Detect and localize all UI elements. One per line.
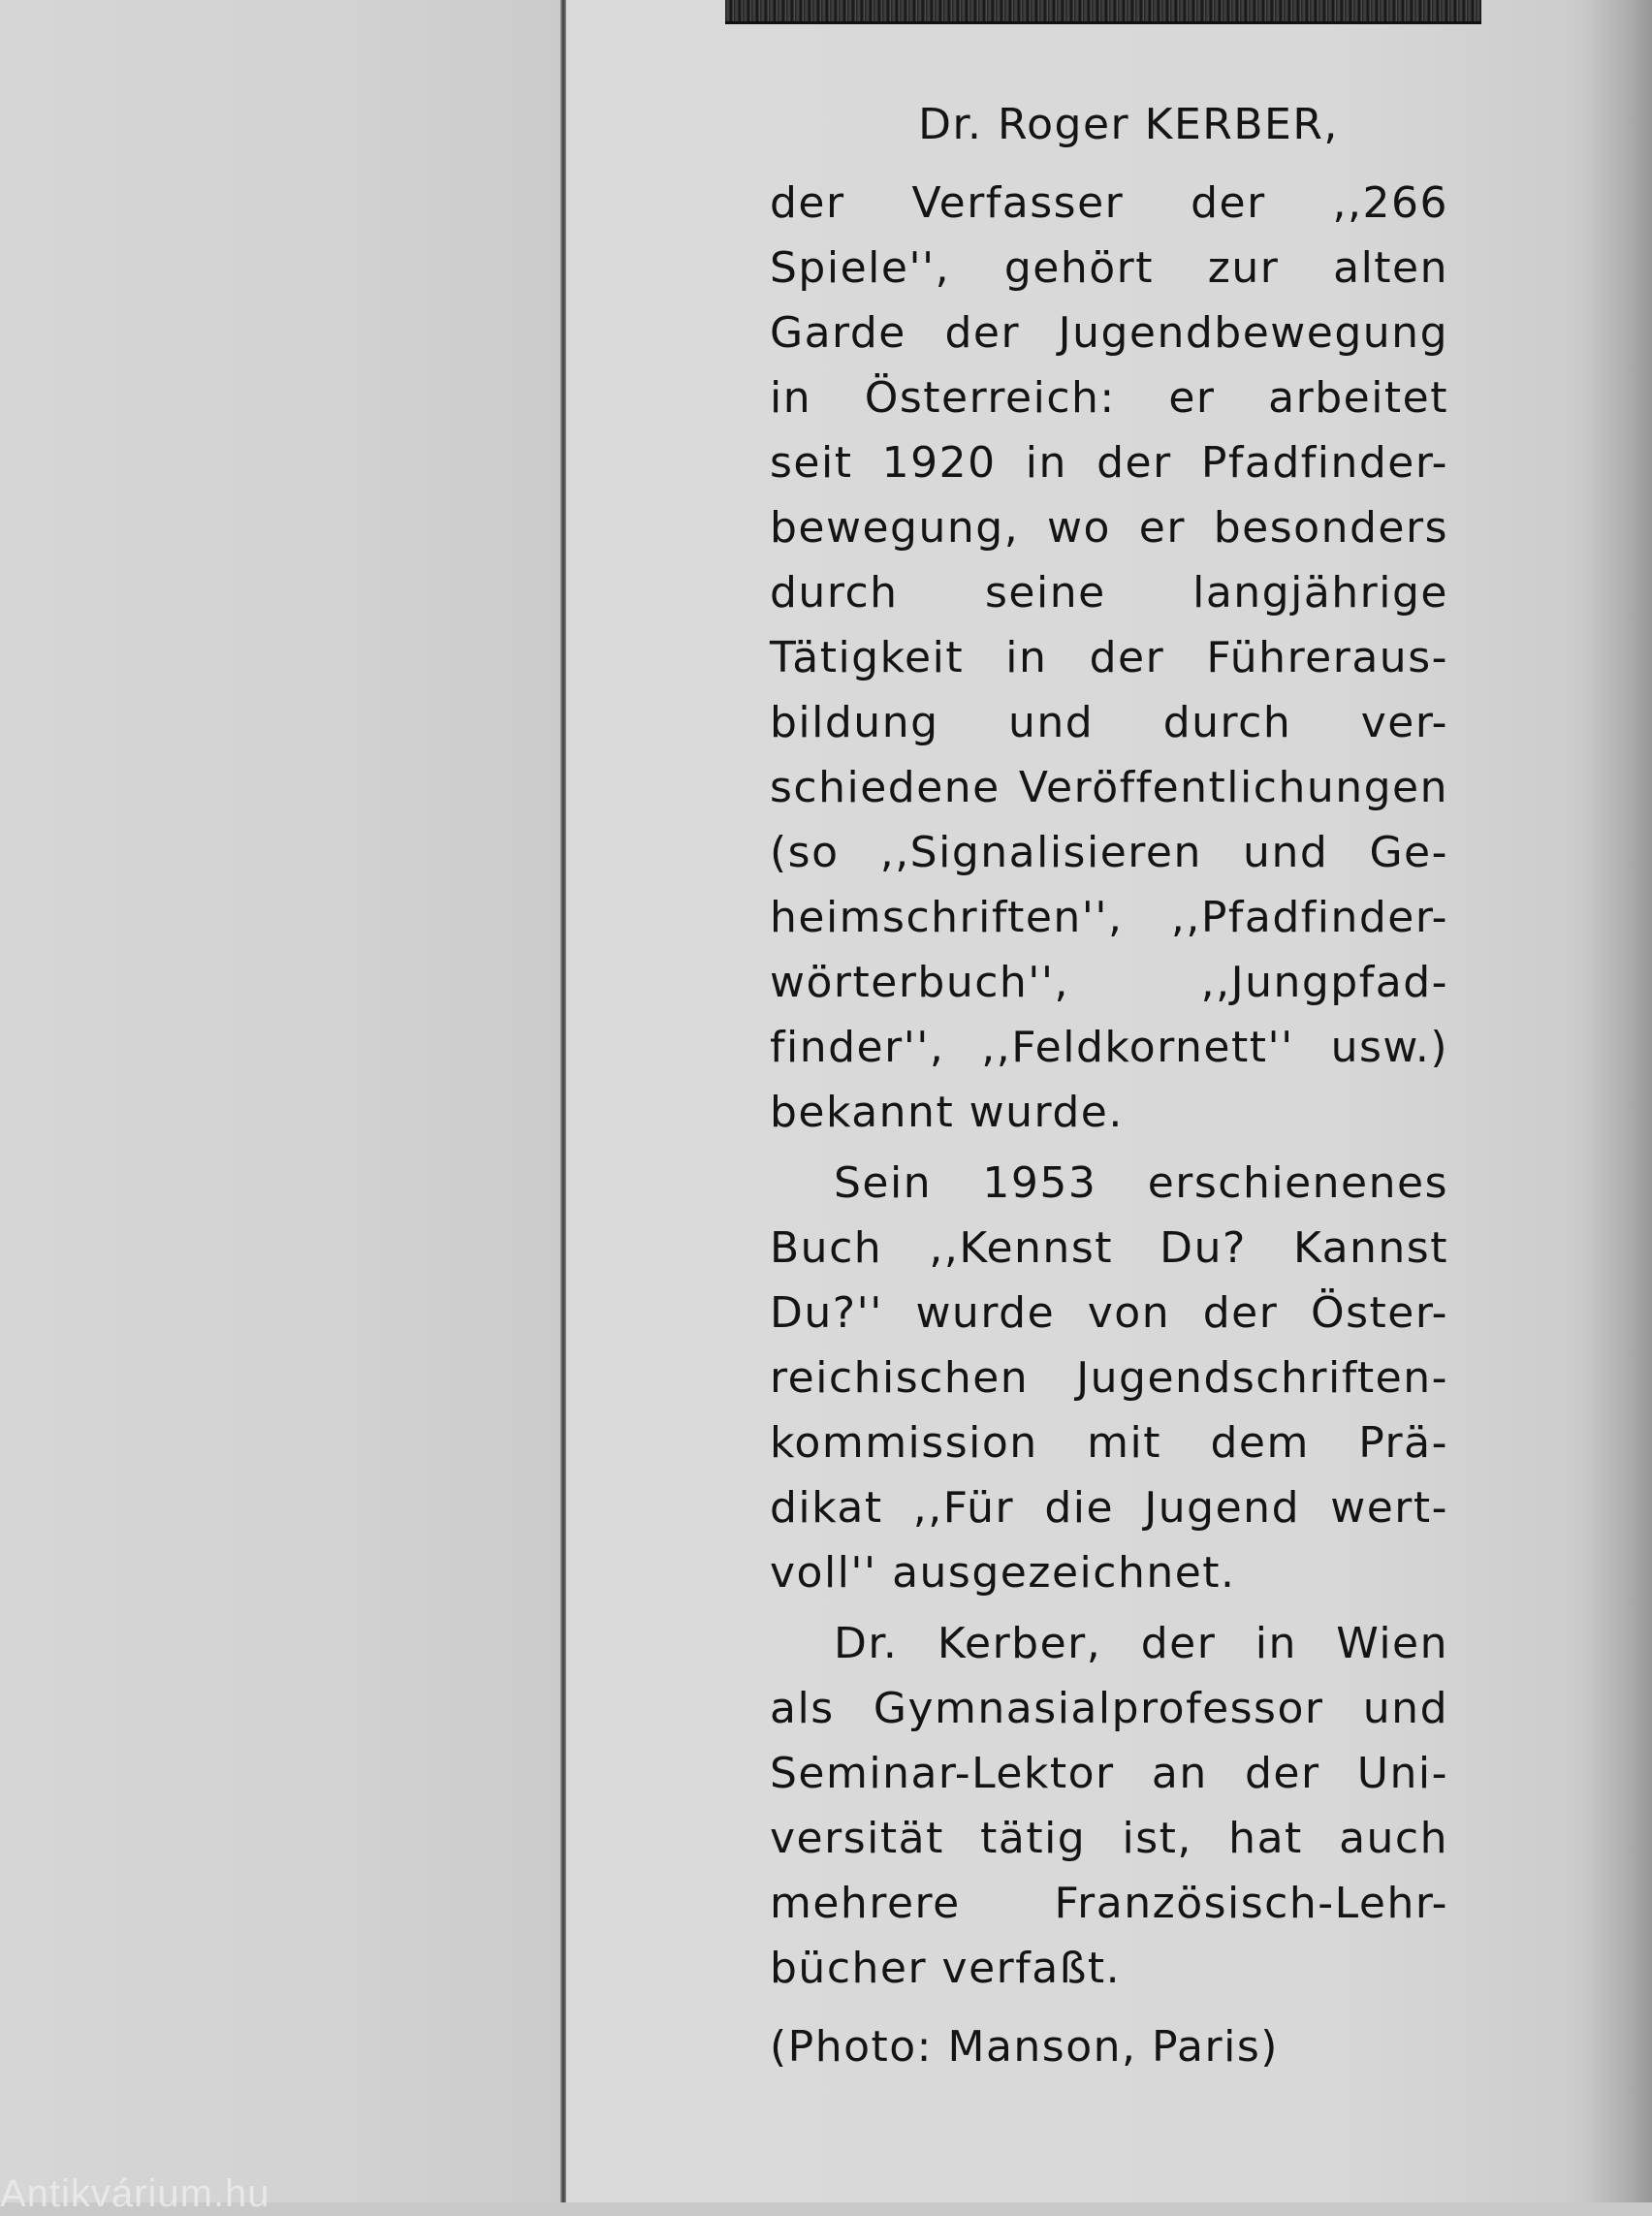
photo-credit: (Photo: Manson, Paris) [770, 2022, 1279, 2072]
bio-line: finder'', ,,Feldkornett'' usw.) [770, 1023, 1448, 1072]
bio-line: reichischen Jugendschriften- [770, 1353, 1448, 1403]
bio-line: bewegung, wo er besonders [770, 503, 1448, 553]
bio-line: Du?'' wurde von der Öster- [770, 1288, 1448, 1338]
bio-line: durch seine langjährige [770, 568, 1448, 617]
bio-paragraph-2 [770, 1151, 1448, 1605]
bio-line: Dr. Kerber, der in Wien [834, 1619, 1448, 1668]
bio-line: heimschriften'', ,,Pfadfinder- [770, 893, 1448, 942]
bio-line: dikat ,,Für die Jugend wert- [770, 1483, 1448, 1533]
bio-line: Spiele'', gehört zur alten [770, 243, 1448, 293]
bio-line: bildung und durch ver- [770, 698, 1448, 747]
author-photo-edge [725, 0, 1481, 24]
bio-line: versität tätig ist, hat auch [770, 1814, 1448, 1863]
author-name: Dr. Roger KERBER, [918, 100, 1339, 149]
bio-line: mehrere Französisch-Lehr- [770, 1879, 1448, 1928]
bio-line: bekannt wurde. [770, 1088, 1124, 1137]
author-bio [770, 92, 1448, 2079]
bio-line: in Österreich: er arbeitet [770, 373, 1448, 423]
bio-line: voll'' ausgezeichnet. [770, 1548, 1236, 1598]
bio-line: der Verfasser der ,,266 [770, 178, 1448, 228]
bio-line: kommission mit dem Prä- [770, 1418, 1448, 1468]
watermark: Antikvárium.hu [0, 2172, 270, 2215]
inner-flap [0, 0, 564, 2202]
bio-line: Seminar-Lektor an der Uni- [770, 1749, 1448, 1798]
bio-line: Tätigkeit in der Führeraus- [770, 633, 1448, 682]
panel-edge-shadow [1584, 0, 1652, 2202]
bio-line: Sein 1953 erschienenes [834, 1158, 1448, 1208]
bio-line: als Gymnasialprofessor und [770, 1684, 1448, 1733]
bio-line: (so ,,Signalisieren und Ge- [770, 828, 1448, 877]
bio-line: Buch ,,Kennst Du? Kannst [770, 1223, 1448, 1273]
bio-line: Garde der Jugendbewegung [770, 308, 1448, 358]
bio-paragraph-1 [770, 171, 1448, 1145]
bio-line: wörterbuch'', ,,Jungpfad- [770, 958, 1448, 1007]
bio-line: schiedene Veröffentlichungen [770, 763, 1448, 812]
bio-line: bücher verfaßt. [770, 1944, 1122, 1993]
bio-paragraph-3 [770, 1611, 1448, 2001]
bio-line: seit 1920 in der Pfadfinder- [770, 438, 1448, 488]
